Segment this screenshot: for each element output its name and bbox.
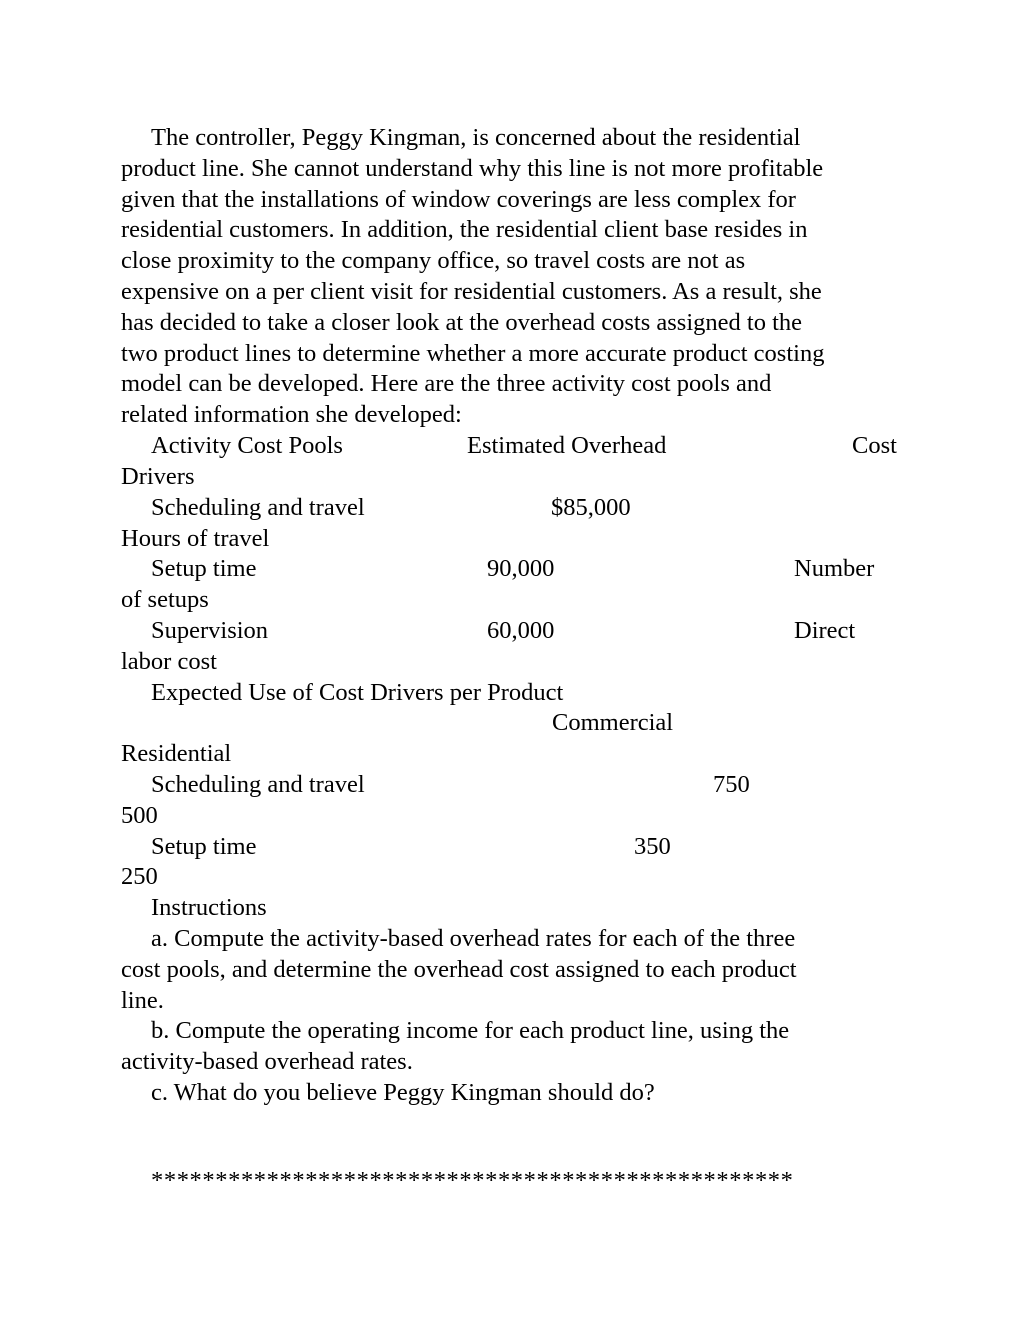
use-commercial-setup-time: 350 <box>634 833 671 860</box>
overhead-supervision: 60,000 <box>487 617 555 644</box>
instruction-c: c. What do you believe Peggy Kingman should do? <box>151 1079 655 1106</box>
paragraph-line: The controller, Peggy Kingman, is concerned about the residential <box>151 124 801 151</box>
use-label-scheduling-travel: Scheduling and travel <box>151 771 365 798</box>
pool-supervision: Supervision <box>151 617 269 644</box>
separator-line: ************************************************** <box>151 1167 794 1194</box>
header-commercial: Commercial <box>552 709 674 736</box>
header-estimated-overhead: Estimated Overhead <box>467 432 667 459</box>
use-commercial-scheduling-travel: 750 <box>713 771 750 798</box>
use-label-setup-time: Setup time <box>151 833 257 860</box>
driver-scheduling-travel: Hours of travel <box>121 525 270 552</box>
paragraph-line: related information she developed: <box>121 401 462 428</box>
instructions-heading: Instructions <box>151 894 267 921</box>
instruction-a-cont: cost pools, and determine the overhead cost assigned to each product <box>121 956 797 983</box>
overhead-setup-time: 90,000 <box>487 555 555 582</box>
pool-setup-time: Setup time <box>151 555 257 582</box>
driver-supervision-wrap: labor cost <box>121 648 217 675</box>
expected-use-title: Expected Use of Cost Drivers per Product <box>151 679 564 706</box>
paragraph-line: has decided to take a closer look at the overhead costs assigned to the <box>121 309 803 336</box>
overhead-scheduling-travel: $85,000 <box>551 494 631 521</box>
paragraph-line: two product lines to determine whether a more accurate product costing <box>121 340 825 367</box>
paragraph-line: residential customers. In addition, the residential client base resides in <box>121 216 808 243</box>
paragraph-line: close proximity to the company office, so travel costs are not as <box>121 247 746 274</box>
pool-scheduling-travel: Scheduling and travel <box>151 494 365 521</box>
instruction-b: b. Compute the operating income for each product line, using the <box>151 1017 790 1044</box>
instruction-a: a. Compute the activity-based overhead rates for each of the three <box>151 925 796 952</box>
paragraph-line: model can be developed. Here are the three activity cost pools and <box>121 370 772 397</box>
driver-supervision: Direct <box>794 617 856 644</box>
use-residential-setup-time: 250 <box>121 863 158 890</box>
driver-setup-time-wrap: of setups <box>121 586 209 613</box>
instruction-a-cont: line. <box>121 987 164 1014</box>
header-cost-drivers-wrap: Drivers <box>121 463 195 490</box>
instruction-b-cont: activity-based overhead rates. <box>121 1048 413 1075</box>
header-activity-cost-pools: Activity Cost Pools <box>151 432 343 459</box>
header-cost-drivers: Cost <box>852 432 897 459</box>
driver-setup-time: Number <box>794 555 875 582</box>
use-residential-scheduling-travel: 500 <box>121 802 158 829</box>
paragraph-line: expensive on a per client visit for residential customers. As a result, she <box>121 278 822 305</box>
paragraph-line: product line. She cannot understand why this line is not more profitable <box>121 155 824 182</box>
header-residential: Residential <box>121 740 232 767</box>
paragraph-line: given that the installations of window coverings are less complex for <box>121 186 796 213</box>
